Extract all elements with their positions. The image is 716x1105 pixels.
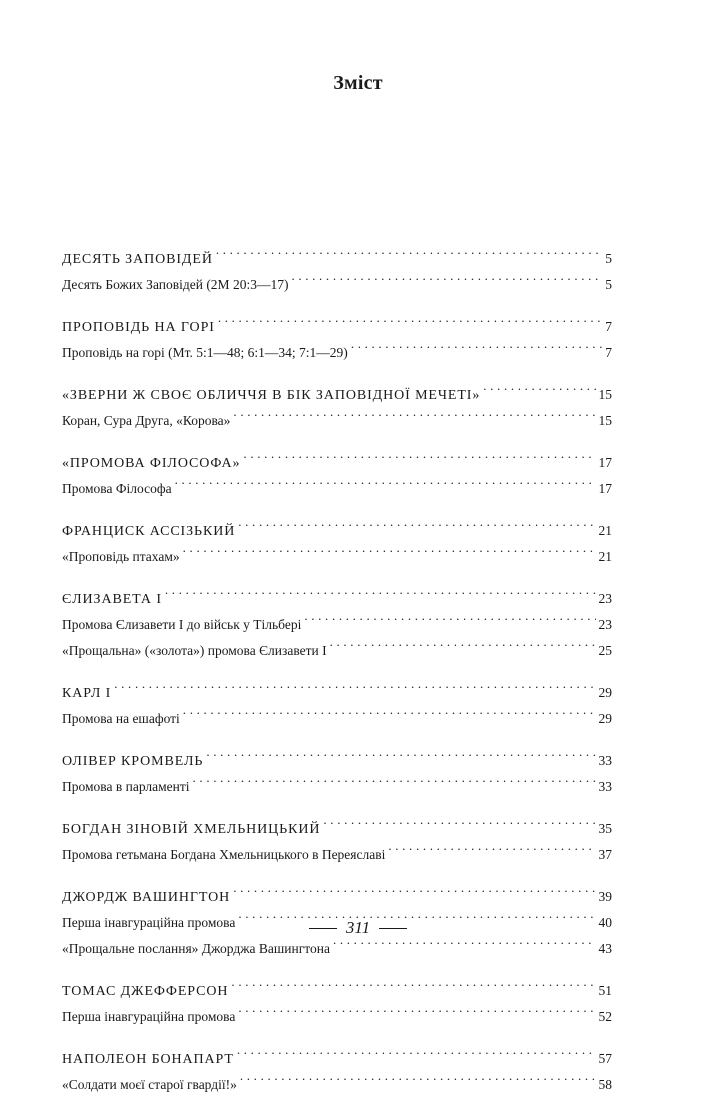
toc-heading[interactable] xyxy=(62,807,612,837)
toc-entry-page-number: 33 xyxy=(598,779,612,794)
toc-entry-title: Промова в парламенті xyxy=(62,779,190,794)
toc-section xyxy=(62,373,612,428)
dot-leader xyxy=(218,305,602,331)
dot-leader xyxy=(175,467,596,493)
dot-leader xyxy=(165,577,596,603)
toc-entry-title: Перша інавгураційна промова xyxy=(62,915,236,930)
toc-heading[interactable] xyxy=(62,305,612,335)
toc-heading[interactable] xyxy=(62,671,612,701)
toc-heading-title: ФРАНЦИСК АССІЗЬКИЙ xyxy=(62,524,236,539)
dot-leader xyxy=(237,1037,596,1063)
toc-heading[interactable] xyxy=(62,577,612,607)
toc-heading-title: «ЗВЕРНИ Ж СВОЄ ОБЛИЧЧЯ В БІК ЗАПОВІДНОЇ МЕЧЕТІ» xyxy=(62,388,481,403)
toc-heading-page-number: 7 xyxy=(605,319,612,334)
dot-leader xyxy=(238,509,595,535)
dot-leader xyxy=(388,833,595,859)
toc-entry-page-number: 17 xyxy=(598,481,612,496)
toc-heading[interactable] xyxy=(62,969,612,999)
toc-entry-page-number: 40 xyxy=(598,915,612,930)
toc-heading-page-number: 15 xyxy=(598,387,612,402)
toc-heading[interactable] xyxy=(62,373,612,403)
toc-entry-title: Промова на ешафоті xyxy=(62,711,180,726)
toc-heading-page-number: 29 xyxy=(598,685,612,700)
toc-entry[interactable] xyxy=(62,697,612,726)
toc-heading-page-number: 35 xyxy=(598,821,612,836)
toc-heading-page-number: 21 xyxy=(598,523,612,538)
dot-leader xyxy=(483,373,595,399)
toc-heading-title: ДЕСЯТЬ ЗАПОВІДЕЙ xyxy=(62,252,213,267)
dot-leader xyxy=(291,263,602,289)
dot-leader xyxy=(206,739,595,765)
toc-entry-page-number: 43 xyxy=(598,941,612,956)
toc-heading-page-number: 39 xyxy=(598,889,612,904)
toc-entry-title: «Прощальне послання» Джорджа Вашингтона xyxy=(62,941,330,956)
toc-section xyxy=(62,739,612,794)
toc-entry-title: Промова гетьмана Богдана Хмельницького в Переяславі xyxy=(62,847,386,862)
toc-entry-title: Перша інавгураційна промова xyxy=(62,1009,236,1024)
toc-entry-page-number: 15 xyxy=(598,413,612,428)
toc-section xyxy=(62,875,612,956)
toc-entry-page-number: 58 xyxy=(598,1077,612,1092)
dot-leader xyxy=(233,399,595,425)
toc-section xyxy=(62,441,612,496)
toc-heading-title: КАРЛ І xyxy=(62,686,112,701)
dot-leader xyxy=(323,807,595,833)
dot-leader xyxy=(243,441,595,467)
toc-heading-page-number: 5 xyxy=(605,251,612,266)
toc-entry-title: Коран, Сура Друга, «Корова» xyxy=(62,413,231,428)
toc-section xyxy=(62,509,612,564)
toc-entry-title: Промова Філософа xyxy=(62,481,172,496)
toc-section xyxy=(62,237,612,292)
dot-leader xyxy=(183,535,596,561)
toc-entry-page-number: 25 xyxy=(598,643,612,658)
page-title: Зміст xyxy=(333,72,383,94)
toc-entry-title: «Проповідь птахам» xyxy=(62,549,180,564)
toc-heading-title: НАПОЛЕОН БОНАПАРТ xyxy=(62,1052,234,1067)
toc-entry-page-number: 21 xyxy=(598,549,612,564)
toc-section xyxy=(62,807,612,862)
dot-leader xyxy=(330,629,596,655)
toc-heading[interactable] xyxy=(62,1037,612,1067)
toc-heading-title: ДЖОРДЖ ВАШИНГТОН xyxy=(62,890,231,905)
toc-heading-title: ОЛІВЕР КРОМВЕЛЬ xyxy=(62,754,204,769)
toc-heading[interactable] xyxy=(62,739,612,769)
dot-leader xyxy=(351,331,602,357)
dot-leader xyxy=(183,697,596,723)
toc-entry-page-number: 5 xyxy=(605,277,612,292)
toc-entry-title: Проповідь на горі (Мт. 5:1—48; 6:1—34; 7:1—29) xyxy=(62,345,348,360)
dot-leader xyxy=(233,875,595,901)
toc-heading[interactable] xyxy=(62,237,612,267)
dot-leader xyxy=(238,995,595,1021)
dot-leader xyxy=(114,671,595,697)
toc-entry-title: «Солдати моєї старої гвардії!» xyxy=(62,1077,237,1092)
toc-heading[interactable] xyxy=(62,509,612,539)
toc-heading-page-number: 57 xyxy=(598,1051,612,1066)
toc-heading-title: ТОМАС ДЖЕФФЕРСОН xyxy=(62,984,229,999)
toc-heading-page-number: 33 xyxy=(598,753,612,768)
toc-entry-page-number: 23 xyxy=(598,617,612,632)
dot-leader xyxy=(216,237,602,263)
toc-entry-page-number: 52 xyxy=(598,1009,612,1024)
toc-heading-title: ЄЛИЗАВЕТА І xyxy=(62,592,162,607)
dot-leader xyxy=(304,603,595,629)
dot-leader xyxy=(231,969,595,995)
footer-dash-right xyxy=(379,928,407,929)
toc-heading-title: «ПРОМОВА ФІЛОСОФА» xyxy=(62,456,241,471)
toc-section xyxy=(62,305,612,360)
toc-entry-title: Десять Божих Заповідей (2М 20:3—17) xyxy=(62,277,289,292)
dot-leader xyxy=(193,765,596,791)
toc-entry-page-number: 7 xyxy=(605,345,612,360)
toc-section xyxy=(62,577,612,658)
toc-section xyxy=(62,1037,612,1092)
toc-entry-page-number: 29 xyxy=(598,711,612,726)
toc-heading-title: БОГДАН ЗІНОВІЙ ХМЕЛЬНИЦЬКИЙ xyxy=(62,822,321,837)
toc-heading-title: ПРОПОВІДЬ НА ГОРІ xyxy=(62,320,215,335)
toc-heading-page-number: 17 xyxy=(598,455,612,470)
footer-dash-left xyxy=(309,928,337,929)
page-number: 311 xyxy=(345,918,371,937)
toc-heading-page-number: 51 xyxy=(598,983,612,998)
toc-heading[interactable] xyxy=(62,441,612,471)
toc-entry-title: «Прощальна» («золота») промова Єлизавети І xyxy=(62,643,327,658)
page-footer xyxy=(0,918,716,938)
toc-heading[interactable] xyxy=(62,875,612,905)
table-of-contents xyxy=(62,237,612,1105)
toc-entry-title: Промова Єлизавети І до військ у Тільбері xyxy=(62,617,302,632)
toc-heading-page-number: 23 xyxy=(598,591,612,606)
toc-section xyxy=(62,671,612,726)
toc-section xyxy=(62,969,612,1024)
toc-entry-page-number: 37 xyxy=(598,847,612,862)
dot-leader xyxy=(240,1063,596,1089)
